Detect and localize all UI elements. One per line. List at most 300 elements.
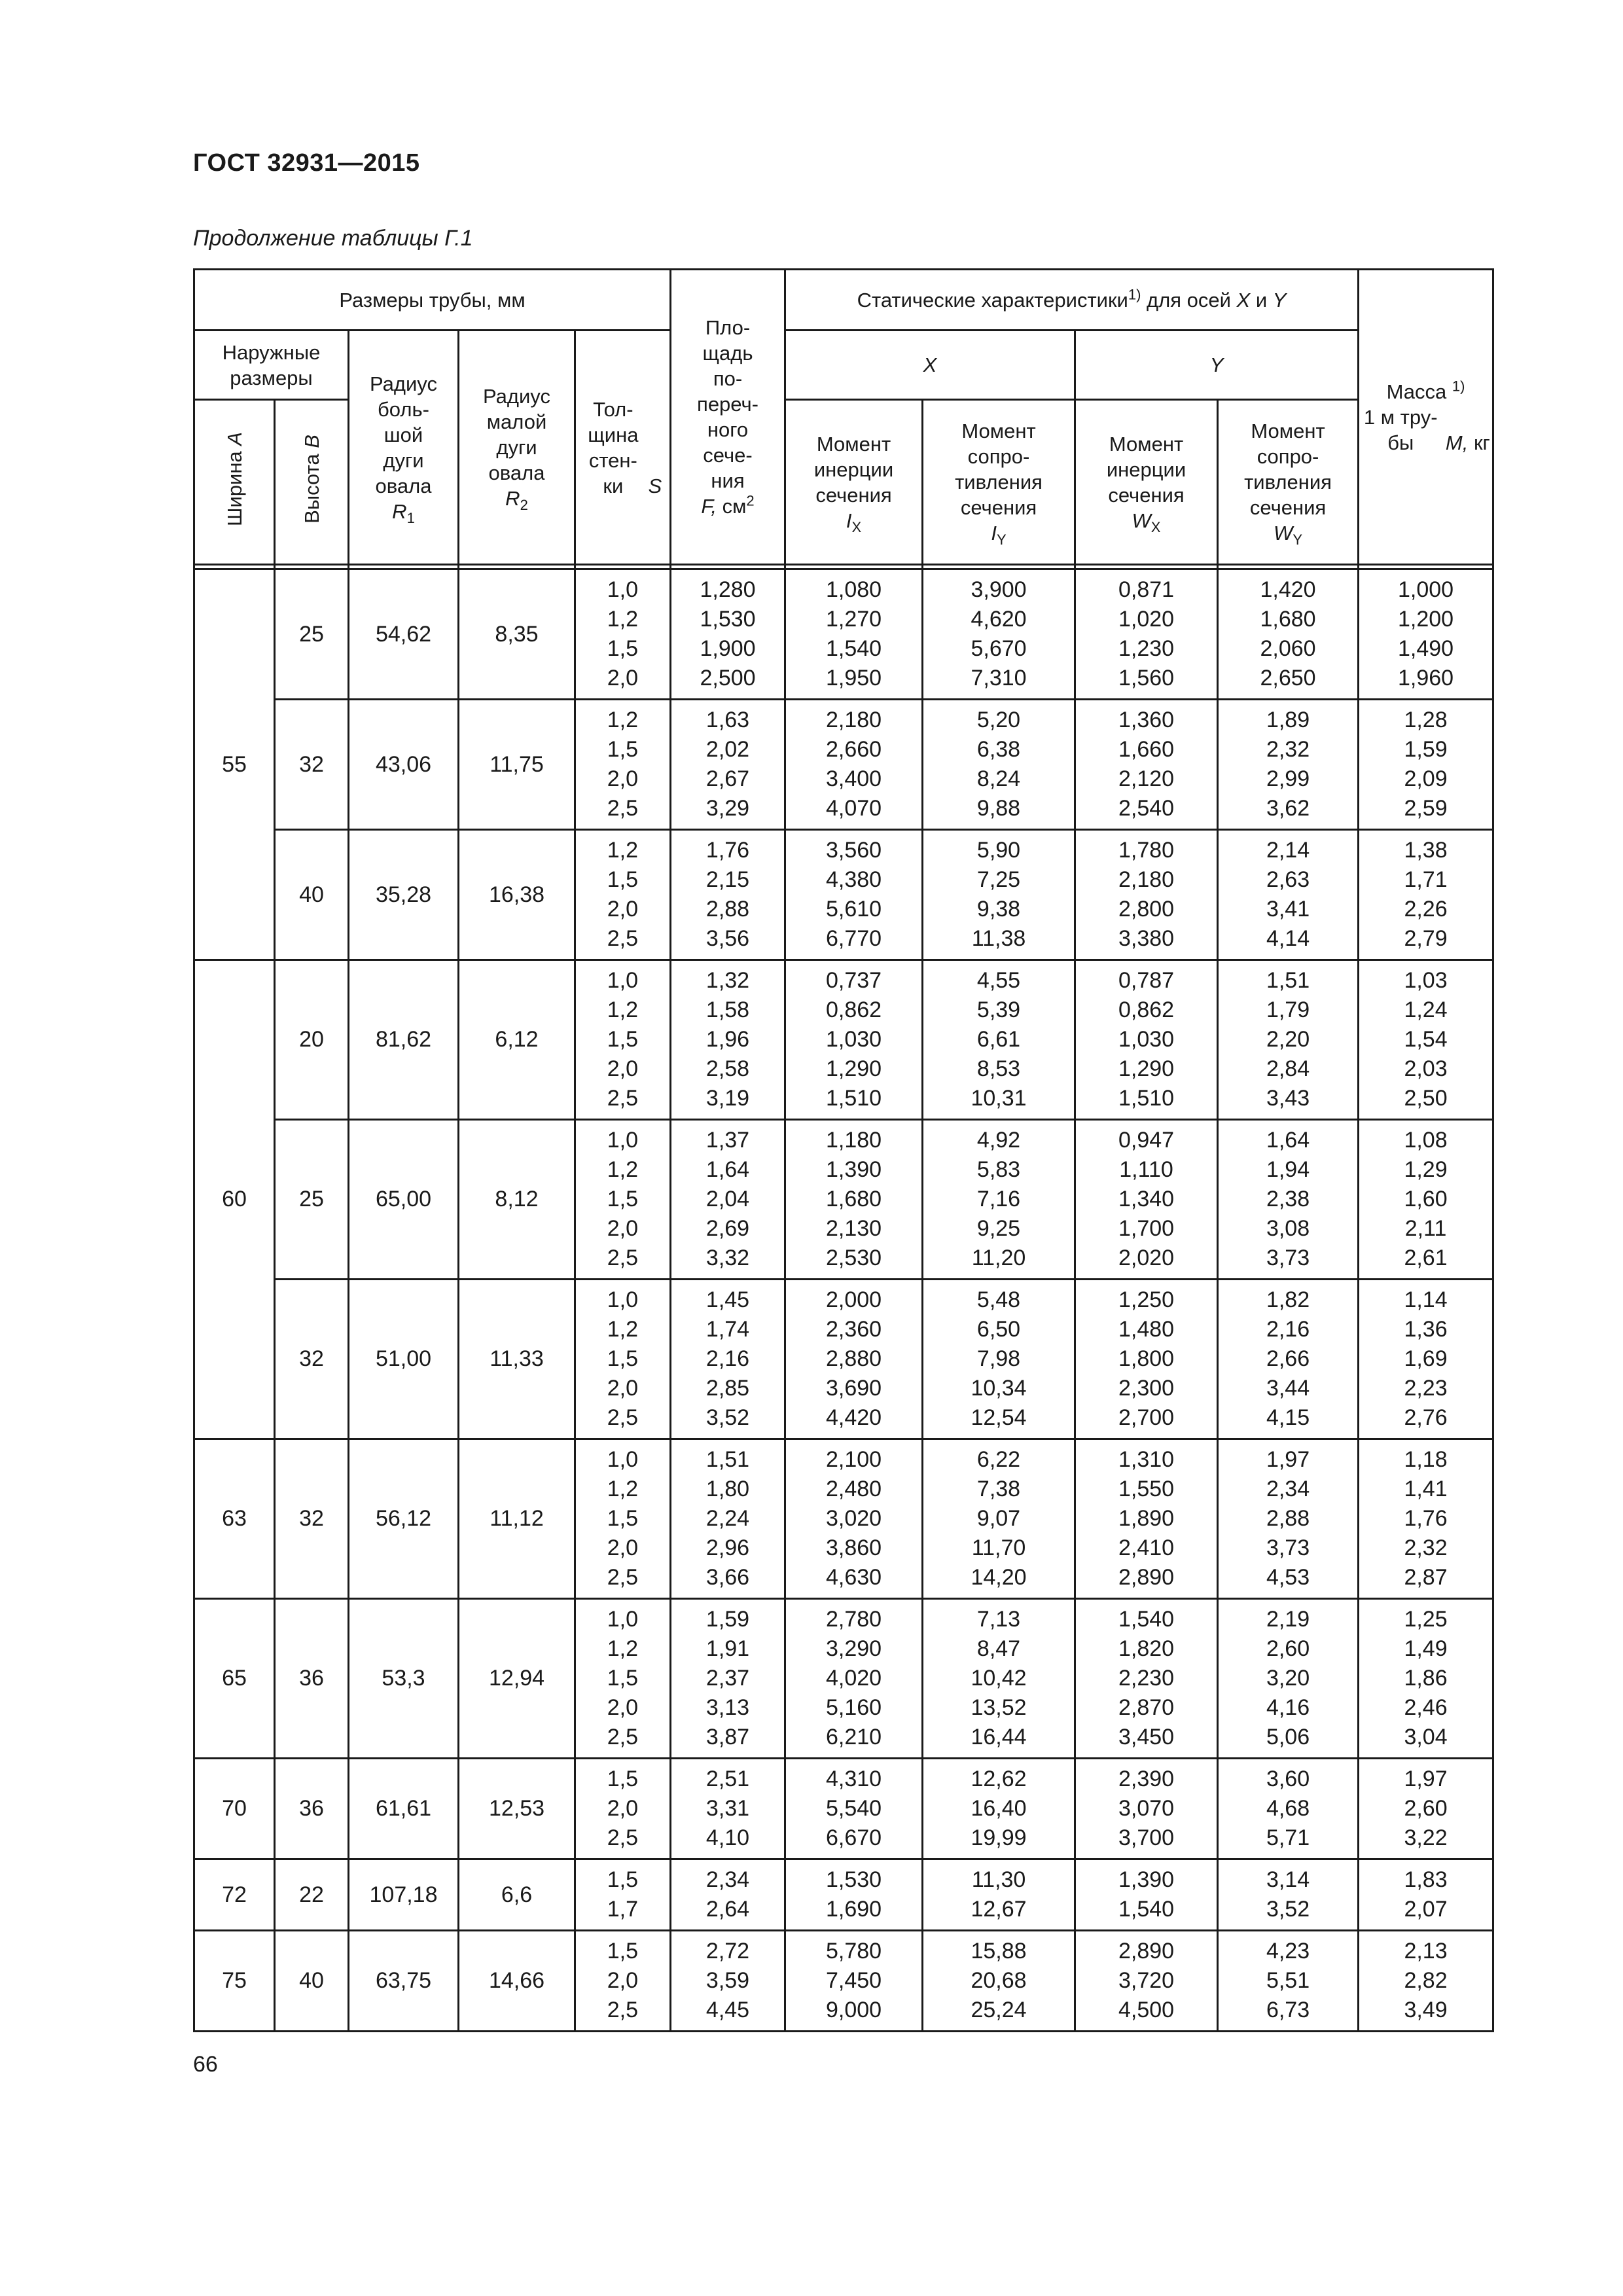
cell-value: 5,83 [976, 1157, 1021, 1182]
cell-value: 1,18 [1404, 1447, 1448, 1472]
outer-dims-label: Наружные размеры [222, 340, 321, 389]
cell-value: 3,56 [705, 926, 750, 951]
cell-value: 2,0 [607, 1056, 639, 1081]
wall-thickness-cell [575, 830, 671, 960]
table-row [194, 1599, 1493, 1759]
cell-value: 1,5 [607, 867, 639, 892]
cell-value: 2,19 [1266, 1607, 1310, 1632]
cell-value: 1,2 [607, 607, 639, 632]
cell-value: 15,88 [971, 1939, 1027, 1964]
wall-thickness-cell [575, 1599, 671, 1759]
cell-value: 2,0 [607, 666, 639, 691]
cell-value: 1,64 [705, 1157, 750, 1182]
iy-header [923, 400, 1075, 565]
ix-cell [785, 569, 923, 700]
static-axis-x: X [1236, 288, 1251, 312]
wy-cell [1218, 830, 1359, 960]
cell-value: 4,620 [971, 607, 1027, 632]
cell-value: 2,23 [1404, 1376, 1448, 1401]
cell-value: 1,5 [607, 1346, 639, 1371]
table-row [194, 1859, 1493, 1931]
cell-value: 1,5 [607, 737, 639, 762]
cell-value: 4,070 [825, 796, 882, 821]
cell-value: 0,787 [1118, 968, 1175, 993]
iy-cell [923, 1439, 1075, 1599]
height-cell: 40 [275, 1931, 349, 2032]
pipe-dims-header: Размеры трубы, мм [194, 270, 671, 331]
cell-value: 2,51 [705, 1767, 750, 1791]
cell-value: 4,15 [1266, 1405, 1310, 1430]
ix-sub: X [851, 518, 862, 535]
area-cell [671, 569, 785, 700]
cell-value: 4,420 [825, 1405, 882, 1430]
document-header: ГОСТ 32931—2015 [193, 149, 420, 177]
mass-header [1359, 270, 1493, 565]
wy-cell [1218, 1280, 1359, 1439]
r2-cell: 11,12 [459, 1439, 575, 1599]
cell-value: 3,43 [1266, 1086, 1310, 1111]
wall-symbol: S [648, 474, 662, 497]
cell-value: 8,53 [976, 1056, 1021, 1081]
cell-value: 1,660 [1118, 737, 1175, 762]
wy-cell [1218, 1859, 1359, 1931]
wall-thickness-cell [575, 1120, 671, 1280]
cell-value: 2,0 [607, 1796, 639, 1821]
axis-y-header [1075, 331, 1359, 400]
iy-cell [923, 960, 1075, 1120]
cell-value: 1,180 [825, 1128, 882, 1153]
wx-cell [1075, 1439, 1218, 1599]
cell-value: 2,0 [607, 1216, 639, 1241]
cell-value: 1,2 [607, 1157, 639, 1182]
cell-value: 11,70 [971, 1535, 1026, 1560]
cell-value: 2,880 [825, 1346, 882, 1371]
r2-symbol: R [505, 487, 520, 510]
cell-value: 2,180 [1118, 867, 1175, 892]
cell-value: 1,5 [607, 1939, 639, 1964]
cell-value: 1,530 [825, 1867, 882, 1892]
iy-label: Момент сопро-тивления сечения [955, 420, 1043, 519]
wx-sub: X [1150, 518, 1161, 535]
r2-cell: 11,33 [459, 1280, 575, 1439]
cell-value: 2,660 [825, 737, 882, 762]
table-row [194, 1280, 1493, 1439]
wy-label: Момент сопро-тивления сечения [1244, 420, 1332, 519]
cell-value: 7,38 [976, 1477, 1021, 1501]
cell-value: 2,5 [607, 1825, 639, 1850]
width-cell: 63 [194, 1439, 275, 1599]
cell-value: 1,96 [705, 1027, 750, 1052]
cell-value: 1,540 [1118, 1607, 1175, 1632]
cell-value: 11,38 [971, 926, 1026, 951]
axis-y-label: Y [1209, 353, 1224, 376]
cell-value: 2,890 [1118, 1565, 1175, 1590]
static-and: и [1255, 288, 1268, 312]
header-separator [194, 565, 1493, 569]
cell-value: 2,72 [705, 1939, 750, 1964]
cell-value: 3,44 [1266, 1376, 1310, 1401]
cell-value: 3,14 [1266, 1867, 1310, 1892]
cell-value: 1,490 [1398, 636, 1454, 661]
cell-value: 2,84 [1266, 1056, 1310, 1081]
wy-symbol: W [1274, 522, 1293, 545]
cell-value: 2,0 [607, 1376, 639, 1401]
cell-value: 1,29 [1404, 1157, 1448, 1182]
cell-value: 2,000 [825, 1287, 882, 1312]
cell-value: 2,5 [607, 1086, 639, 1111]
cell-value: 1,5 [607, 1027, 639, 1052]
cell-value: 9,38 [976, 897, 1021, 922]
ix-label: Момент инерции сечения [813, 432, 894, 507]
cell-value: 12,67 [971, 1897, 1027, 1922]
cell-value: 1,030 [1118, 1027, 1175, 1052]
cell-value: 1,420 [1260, 577, 1316, 602]
wall-thickness-cell [575, 569, 671, 700]
cell-value: 2,59 [1404, 796, 1448, 821]
cell-value: 2,5 [607, 1725, 639, 1749]
cell-value: 3,19 [705, 1086, 750, 1111]
cell-value: 4,310 [825, 1767, 882, 1791]
height-cell: 32 [275, 700, 349, 830]
cell-value: 1,94 [1266, 1157, 1310, 1182]
area-cell [671, 1859, 785, 1931]
area-unit: см [722, 495, 747, 518]
static-footnote: 1) [1128, 286, 1141, 303]
area-cell [671, 1759, 785, 1859]
cell-value: 1,74 [705, 1317, 750, 1342]
wy-cell [1218, 960, 1359, 1120]
cell-value: 1,49 [1404, 1636, 1448, 1661]
cell-value: 1,89 [1266, 708, 1310, 732]
r1-cell: 43,06 [349, 700, 459, 830]
area-symbol: F, [701, 495, 717, 518]
r1-cell: 81,62 [349, 960, 459, 1120]
cell-value: 2,5 [607, 926, 639, 951]
mass-cell [1359, 700, 1493, 830]
wx-cell [1075, 830, 1218, 960]
cell-value: 2,5 [607, 1998, 639, 2022]
cell-value: 1,530 [700, 607, 756, 632]
area-cell [671, 1120, 785, 1280]
cell-value: 1,24 [1404, 997, 1448, 1022]
r1-cell: 63,75 [349, 1931, 459, 2032]
cell-value: 1,76 [1404, 1506, 1448, 1531]
height-cell: 36 [275, 1599, 349, 1759]
mass-cell [1359, 1931, 1493, 2032]
cell-value: 2,870 [1118, 1695, 1175, 1720]
cell-value: 1,560 [1118, 666, 1175, 691]
iy-symbol: I [991, 522, 997, 545]
cell-value: 1,97 [1266, 1447, 1310, 1472]
cell-value: 1,680 [1260, 607, 1316, 632]
cell-value: 2,04 [705, 1187, 750, 1211]
table-caption: Продолжение таблицы Г.1 [193, 226, 473, 251]
cell-value: 4,53 [1266, 1565, 1310, 1590]
cell-value: 2,96 [705, 1535, 750, 1560]
cell-value: 2,61 [1404, 1246, 1448, 1270]
cell-value: 1,91 [705, 1636, 750, 1661]
cell-value: 6,670 [825, 1825, 882, 1850]
cell-value: 2,88 [1266, 1506, 1310, 1531]
static-tail: для осей [1147, 288, 1231, 312]
area-cell [671, 1931, 785, 2032]
cell-value: 14,20 [971, 1565, 1027, 1590]
cell-value: 3,400 [825, 766, 882, 791]
r1-cell: 65,00 [349, 1120, 459, 1280]
height-cell: 36 [275, 1759, 349, 1859]
cell-value: 1,000 [1398, 577, 1454, 602]
cell-value: 3,04 [1404, 1725, 1448, 1749]
table-row [194, 1931, 1493, 2032]
height-symbol: B [300, 435, 323, 448]
wx-symbol: W [1132, 509, 1151, 532]
cell-value: 1,250 [1118, 1287, 1175, 1312]
table-row [194, 830, 1493, 960]
cell-value: 2,69 [705, 1216, 750, 1241]
ix-cell [785, 700, 923, 830]
static-header [785, 270, 1359, 331]
cell-value: 2,15 [705, 867, 750, 892]
cell-value: 2,11 [1404, 1216, 1447, 1241]
mass-cell [1359, 1599, 1493, 1759]
cell-value: 3,49 [1404, 1998, 1448, 2022]
cell-value: 7,98 [976, 1346, 1021, 1371]
r2-header [459, 331, 575, 565]
cell-value: 19,99 [971, 1825, 1027, 1850]
r2-label: Радиус малой дуги овала [483, 385, 550, 484]
table-row [194, 1120, 1493, 1280]
cell-value: 1,32 [705, 968, 750, 993]
mass-label: Масса [1386, 380, 1447, 403]
cell-value: 2,530 [825, 1246, 882, 1270]
wx-cell [1075, 1759, 1218, 1859]
r1-cell: 54,62 [349, 569, 459, 700]
r2-cell: 14,66 [459, 1931, 575, 2032]
cell-value: 2,64 [705, 1897, 750, 1922]
cell-value: 2,800 [1118, 897, 1175, 922]
mass-cell [1359, 830, 1493, 960]
cell-value: 1,890 [1118, 1506, 1175, 1531]
cell-value: 6,770 [825, 926, 882, 951]
wy-cell [1218, 1120, 1359, 1280]
cell-value: 2,020 [1118, 1246, 1175, 1270]
width-cell: 70 [194, 1759, 275, 1859]
cell-value: 1,51 [1266, 968, 1310, 993]
width-label: Ширина [223, 451, 246, 526]
cell-value: 1,38 [1404, 838, 1448, 863]
height-cell: 20 [275, 960, 349, 1120]
height-label: Высота [300, 454, 323, 524]
mass-line2: 1 м тру-бы [1363, 405, 1438, 454]
cell-value: 2,5 [607, 796, 639, 821]
cell-value: 16,44 [971, 1725, 1027, 1749]
mass-cell [1359, 960, 1493, 1120]
axis-x-label: X [923, 353, 937, 376]
table-row [194, 960, 1493, 1120]
height-cell: 25 [275, 1120, 349, 1280]
cell-value: 9,07 [976, 1506, 1021, 1531]
iy-cell [923, 1280, 1075, 1439]
cell-value: 1,2 [607, 997, 639, 1022]
cell-value: 3,73 [1266, 1246, 1310, 1270]
cell-value: 3,20 [1266, 1666, 1310, 1691]
cell-value: 2,16 [1266, 1317, 1310, 1342]
cell-value: 12,62 [971, 1767, 1027, 1791]
area-header [671, 270, 785, 565]
cell-value: 5,39 [976, 997, 1021, 1022]
cell-value: 3,900 [971, 577, 1027, 602]
cell-value: 9,25 [976, 1216, 1021, 1241]
cell-value: 3,700 [1118, 1825, 1175, 1850]
area-cell [671, 1599, 785, 1759]
cell-value: 5,20 [976, 708, 1021, 732]
cell-value: 3,87 [705, 1725, 750, 1749]
iy-cell [923, 569, 1075, 700]
cell-value: 3,60 [1266, 1767, 1310, 1791]
cell-value: 2,300 [1118, 1376, 1175, 1401]
cell-value: 1,340 [1118, 1187, 1175, 1211]
table-header [194, 270, 1493, 569]
wy-cell [1218, 700, 1359, 830]
cell-value: 2,780 [825, 1607, 882, 1632]
table-row [194, 1759, 1493, 1859]
ix-cell [785, 1859, 923, 1931]
width-symbol: A [223, 432, 246, 446]
cell-value: 3,52 [705, 1405, 750, 1430]
cell-value: 4,45 [705, 1998, 750, 2022]
cell-value: 3,29 [705, 796, 750, 821]
cell-value: 1,270 [825, 607, 882, 632]
iy-cell [923, 1859, 1075, 1931]
width-cell: 65 [194, 1599, 275, 1759]
cell-value: 2,07 [1404, 1897, 1448, 1922]
cell-value: 1,71 [1404, 867, 1448, 892]
wy-cell [1218, 1931, 1359, 2032]
r1-cell: 107,18 [349, 1859, 459, 1931]
cell-value: 1,2 [607, 1477, 639, 1501]
cell-value: 9,000 [825, 1998, 882, 2022]
cell-value: 1,37 [705, 1128, 750, 1153]
wx-cell [1075, 1280, 1218, 1439]
cell-value: 1,080 [825, 577, 882, 602]
cell-value: 1,7 [607, 1897, 639, 1922]
cell-value: 1,0 [607, 1607, 639, 1632]
cell-value: 2,34 [705, 1867, 750, 1892]
cell-value: 1,86 [1404, 1666, 1448, 1691]
cell-value: 6,61 [976, 1027, 1021, 1052]
wall-thickness-cell [575, 1280, 671, 1439]
cell-value: 1,28 [1404, 708, 1448, 732]
cell-value: 2,120 [1118, 766, 1175, 791]
area-unit-sup: 2 [746, 492, 755, 509]
cell-value: 3,73 [1266, 1535, 1310, 1560]
cell-value: 1,03 [1404, 968, 1448, 993]
cell-value: 2,13 [1404, 1939, 1448, 1964]
cell-value: 2,0 [607, 766, 639, 791]
cell-value: 1,58 [705, 997, 750, 1022]
cell-value: 1,540 [1118, 1897, 1175, 1922]
cell-value: 1,5 [607, 636, 639, 661]
cell-value: 2,34 [1266, 1477, 1310, 1501]
cell-value: 6,38 [976, 737, 1021, 762]
cell-value: 7,13 [976, 1607, 1021, 1632]
cell-value: 4,68 [1266, 1796, 1310, 1821]
cell-value: 1,0 [607, 1128, 639, 1153]
cell-value: 2,100 [825, 1447, 882, 1472]
cell-value: 1,60 [1404, 1187, 1448, 1211]
cell-value: 2,16 [705, 1346, 750, 1371]
cell-value: 1,780 [1118, 838, 1175, 863]
area-cell [671, 1280, 785, 1439]
r2-cell: 11,75 [459, 700, 575, 830]
cell-value: 0,862 [825, 997, 882, 1022]
cell-value: 1,63 [705, 708, 750, 732]
cell-value: 2,650 [1260, 666, 1316, 691]
cell-value: 16,40 [971, 1796, 1027, 1821]
cell-value: 3,560 [825, 838, 882, 863]
cell-value: 25,24 [971, 1998, 1027, 2022]
cell-value: 1,5 [607, 1867, 639, 1892]
cell-value: 1,200 [1398, 607, 1454, 632]
cell-value: 3,720 [1118, 1968, 1175, 1993]
cell-value: 2,32 [1404, 1535, 1448, 1560]
ix-cell [785, 1120, 923, 1280]
ix-cell [785, 1280, 923, 1439]
wy-cell [1218, 569, 1359, 700]
area-cell [671, 1439, 785, 1599]
cell-value: 1,020 [1118, 607, 1175, 632]
cell-value: 6,22 [976, 1447, 1021, 1472]
area-cell [671, 700, 785, 830]
cell-value: 1,5 [607, 1767, 639, 1791]
cell-value: 5,780 [825, 1939, 882, 1964]
wy-header [1218, 400, 1359, 565]
cell-value: 1,360 [1118, 708, 1175, 732]
cell-value: 1,0 [607, 577, 639, 602]
mass-unit: кг [1473, 431, 1490, 454]
cell-value: 3,31 [705, 1796, 750, 1821]
cell-value: 0,737 [825, 968, 882, 993]
cell-value: 13,52 [971, 1695, 1027, 1720]
r1-label: Радиус боль-шой дуги овала [370, 372, 437, 497]
table-row [194, 569, 1493, 700]
r1-cell: 35,28 [349, 830, 459, 960]
r2-cell: 12,94 [459, 1599, 575, 1759]
cell-value: 4,10 [705, 1825, 750, 1850]
r2-cell: 16,38 [459, 830, 575, 960]
cell-value: 3,59 [705, 1968, 750, 1993]
cell-value: 5,540 [825, 1796, 882, 1821]
cell-value: 2,37 [705, 1666, 750, 1691]
cell-value: 1,25 [1404, 1607, 1448, 1632]
wx-cell [1075, 1859, 1218, 1931]
cell-value: 2,14 [1266, 838, 1310, 863]
cell-value: 0,871 [1118, 577, 1175, 602]
cell-value: 2,5 [607, 1405, 639, 1430]
cell-value: 2,180 [825, 708, 882, 732]
r2-cell: 12,53 [459, 1759, 575, 1859]
width-header [194, 400, 275, 565]
wall-thickness-cell [575, 700, 671, 830]
mass-cell [1359, 1120, 1493, 1280]
cell-value: 1,950 [825, 666, 882, 691]
iy-cell [923, 1599, 1075, 1759]
cell-value: 1,550 [1118, 1477, 1175, 1501]
cell-value: 1,59 [705, 1607, 750, 1632]
height-cell: 22 [275, 1859, 349, 1931]
cell-value: 2,500 [700, 666, 756, 691]
cell-value: 2,700 [1118, 1405, 1175, 1430]
